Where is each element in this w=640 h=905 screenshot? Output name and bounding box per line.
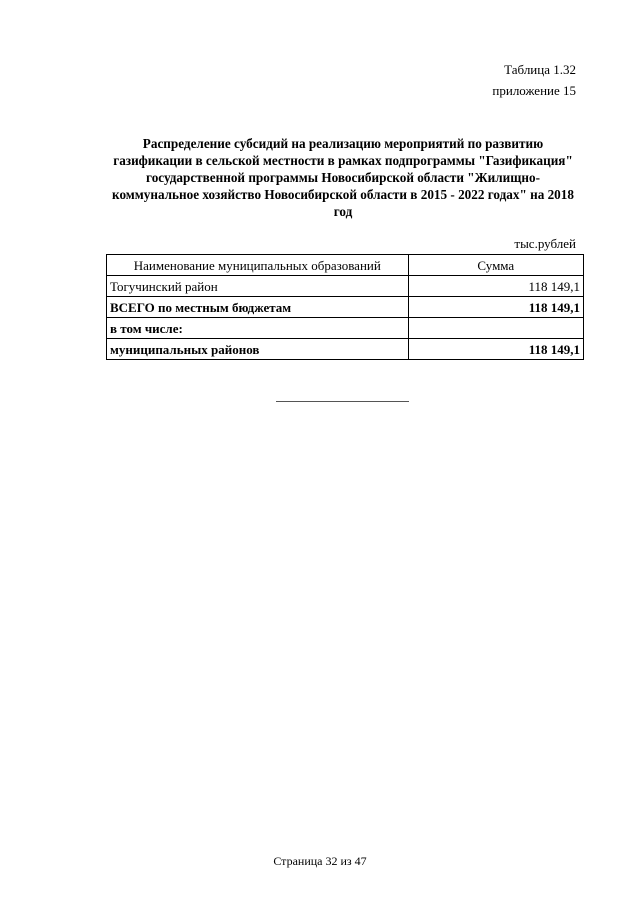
row-sum-cell: 118 149,1 xyxy=(408,276,583,297)
column-header-sum: Сумма xyxy=(408,255,583,276)
page-number: Страница 32 из 47 xyxy=(273,854,367,868)
table-number-label: Таблица 1.32 xyxy=(504,62,576,77)
row-name-cell: муниципальных районов xyxy=(107,339,409,360)
row-name-cell: Тогучинский район xyxy=(107,276,409,297)
appendix-label: приложение 15 xyxy=(492,83,576,98)
table-row-total xyxy=(107,297,584,318)
row-sum-cell: 118 149,1 xyxy=(408,297,583,318)
table-row-including xyxy=(107,318,584,339)
row-sum-cell xyxy=(408,318,583,339)
row-name-cell: ВСЕГО по местным бюджетам xyxy=(107,297,409,318)
row-sum-cell: 118 149,1 xyxy=(408,339,583,360)
table-row-districts xyxy=(107,339,584,360)
table-header-row xyxy=(107,255,584,276)
column-header-name: Наименование муниципальных образований xyxy=(107,255,409,276)
row-name-cell: в том числе: xyxy=(107,318,409,339)
subsidy-table xyxy=(106,254,584,360)
document-title: Распределение субсидий на реализацию мероприятий по развитию газификации в сельской местности в рамках подпрограммы "Газификация" государственной программы Новосибирской области "Жилищно-коммунальное хозяйство Новосибирской области в 2015 - 2022 годах" на 2018 год xyxy=(112,136,574,219)
units-label: тыс.рублей xyxy=(514,236,576,251)
section-divider xyxy=(276,401,409,402)
table-row xyxy=(107,276,584,297)
